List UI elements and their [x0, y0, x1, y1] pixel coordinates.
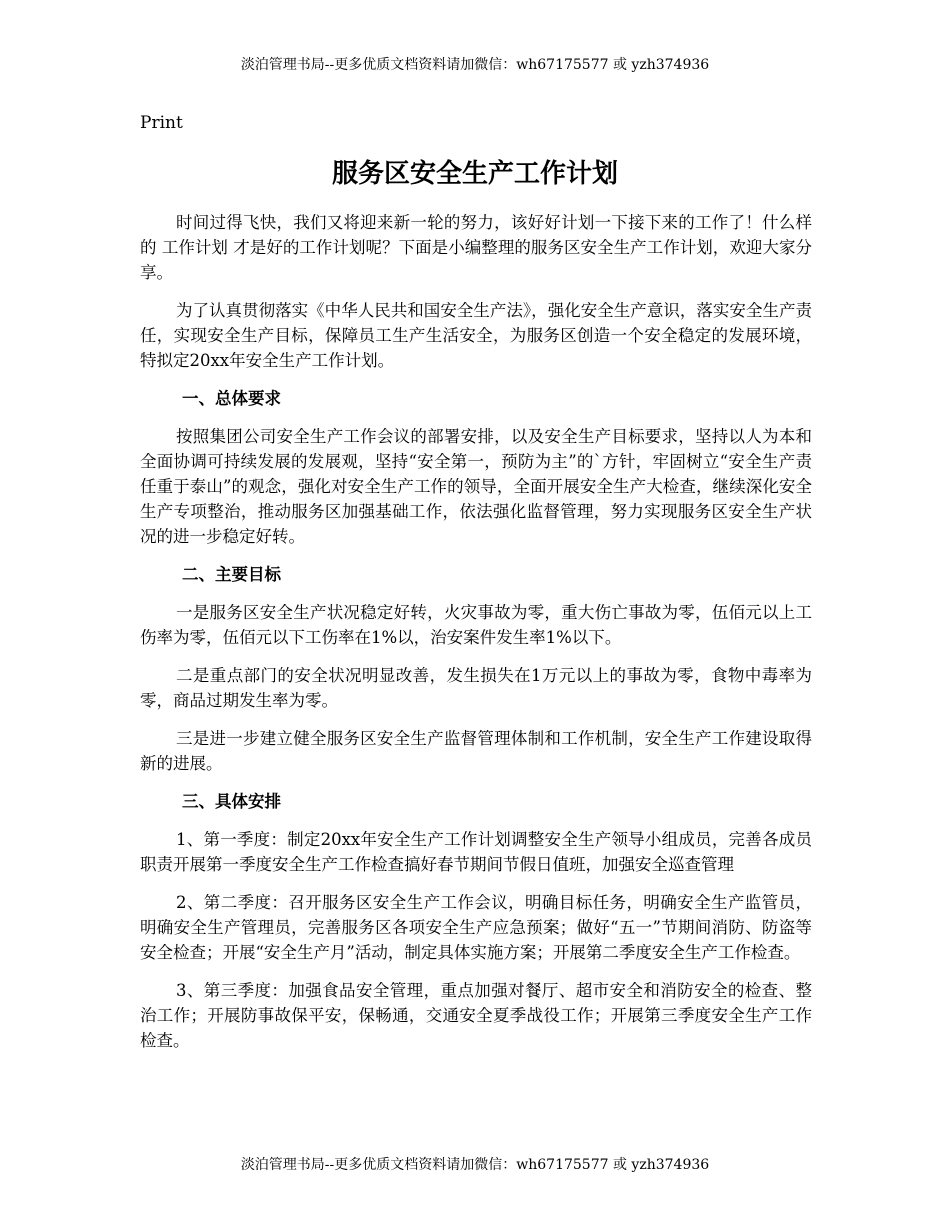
general-requirements-paragraph: 按照集团公司安全生产工作会议的部署安排，以及安全生产目标要求，坚持以人为本和全面协调可持续发展的发展观，坚持“安全第一，预防为主”的`方针，牢固树立“安全生产责任重于泰山”的观念，强化对安全生产工作的领导，全面开展安全生产大检查，继续深化安全生产专项整治，推动服务区加强基础工作，依法强化监督管理，努力实现服务区安全生产状况的进一步稳定好转。 — [140, 427, 812, 546]
goal-paragraph-1: 一是服务区安全生产状况稳定好转，火灾事故为零，重大伤亡事故为零，伍佰元以上工伤率为零，伍佰元以下工伤率在1%以，治安案件发生率1%以下。 — [140, 603, 812, 647]
goal-paragraph-3: 三是进一步建立健全服务区安全生产监督管理体制和工作机制，安全生产工作建设取得新的进展。 — [140, 729, 812, 773]
goal-paragraph-2: 二是重点部门的安全状况明显改善，发生损失在1万元以上的事故为零，食物中毒率为零，商品过期发生率为零。 — [140, 666, 812, 710]
document-body — [140, 210, 812, 1066]
arrangement-q1-paragraph: 1、第一季度：制定20xx年安全生产工作计划调整安全生产领导小组成员，完善各成员职责开展第一季度安全生产工作检查搞好春节期间节假日值班，加强安全巡查管理 — [140, 830, 812, 874]
purpose-paragraph: 为了认真贯彻落实《中华人民共和国安全生产法》，强化安全生产意识，落实安全生产责任，实现安全生产目标，保障员工生产生活安全，为服务区创造一个安全稳定的发展环境，特拟定20xx年安全生产工作计划。 — [140, 301, 812, 370]
section-heading-general-requirements: 一、总体要求 — [182, 389, 281, 408]
section-heading-main-goals: 二、主要目标 — [182, 565, 281, 584]
page-footer: 淡泊管理书局--更多优质文档资料请加微信：wh67175577 或 yzh374936 — [240, 1157, 710, 1173]
arrangement-q3-paragraph: 3、第三季度：加强食品安全管理，重点加强对餐厅、超市安全和消防安全的检查、整治工作；开展防事故保平安，保畅通，交通安全夏季战役工作；开展第三季度安全生产工作检查。 — [140, 981, 812, 1050]
arrangement-q2-paragraph: 2、第二季度：召开服务区安全生产工作会议，明确目标任务，明确安全生产监管员，明确安全生产管理员，完善服务区各项安全生产应急预案；做好“五一”节期间消防、防盗等安全检查；开展“安全生产月”活动，制定具体实施方案；开展第二季度安全生产工作检查。 — [140, 893, 812, 962]
section-heading-arrangements: 三、具体安排 — [182, 792, 281, 811]
page-header: 淡泊管理书局--更多优质文档资料请加微信：wh67175577 或 yzh374936 — [240, 57, 710, 73]
print-label: Print — [140, 113, 183, 133]
intro-paragraph: 时间过得飞快，我们又将迎来新一轮的努力，该好好计划一下接下来的工作了！什么样的 工作计划 才是好的工作计划呢？下面是小编整理的服务区安全生产工作计划，欢迎大家分享。 — [140, 213, 812, 282]
document-title: 服务区安全生产工作计划 — [331, 159, 618, 189]
